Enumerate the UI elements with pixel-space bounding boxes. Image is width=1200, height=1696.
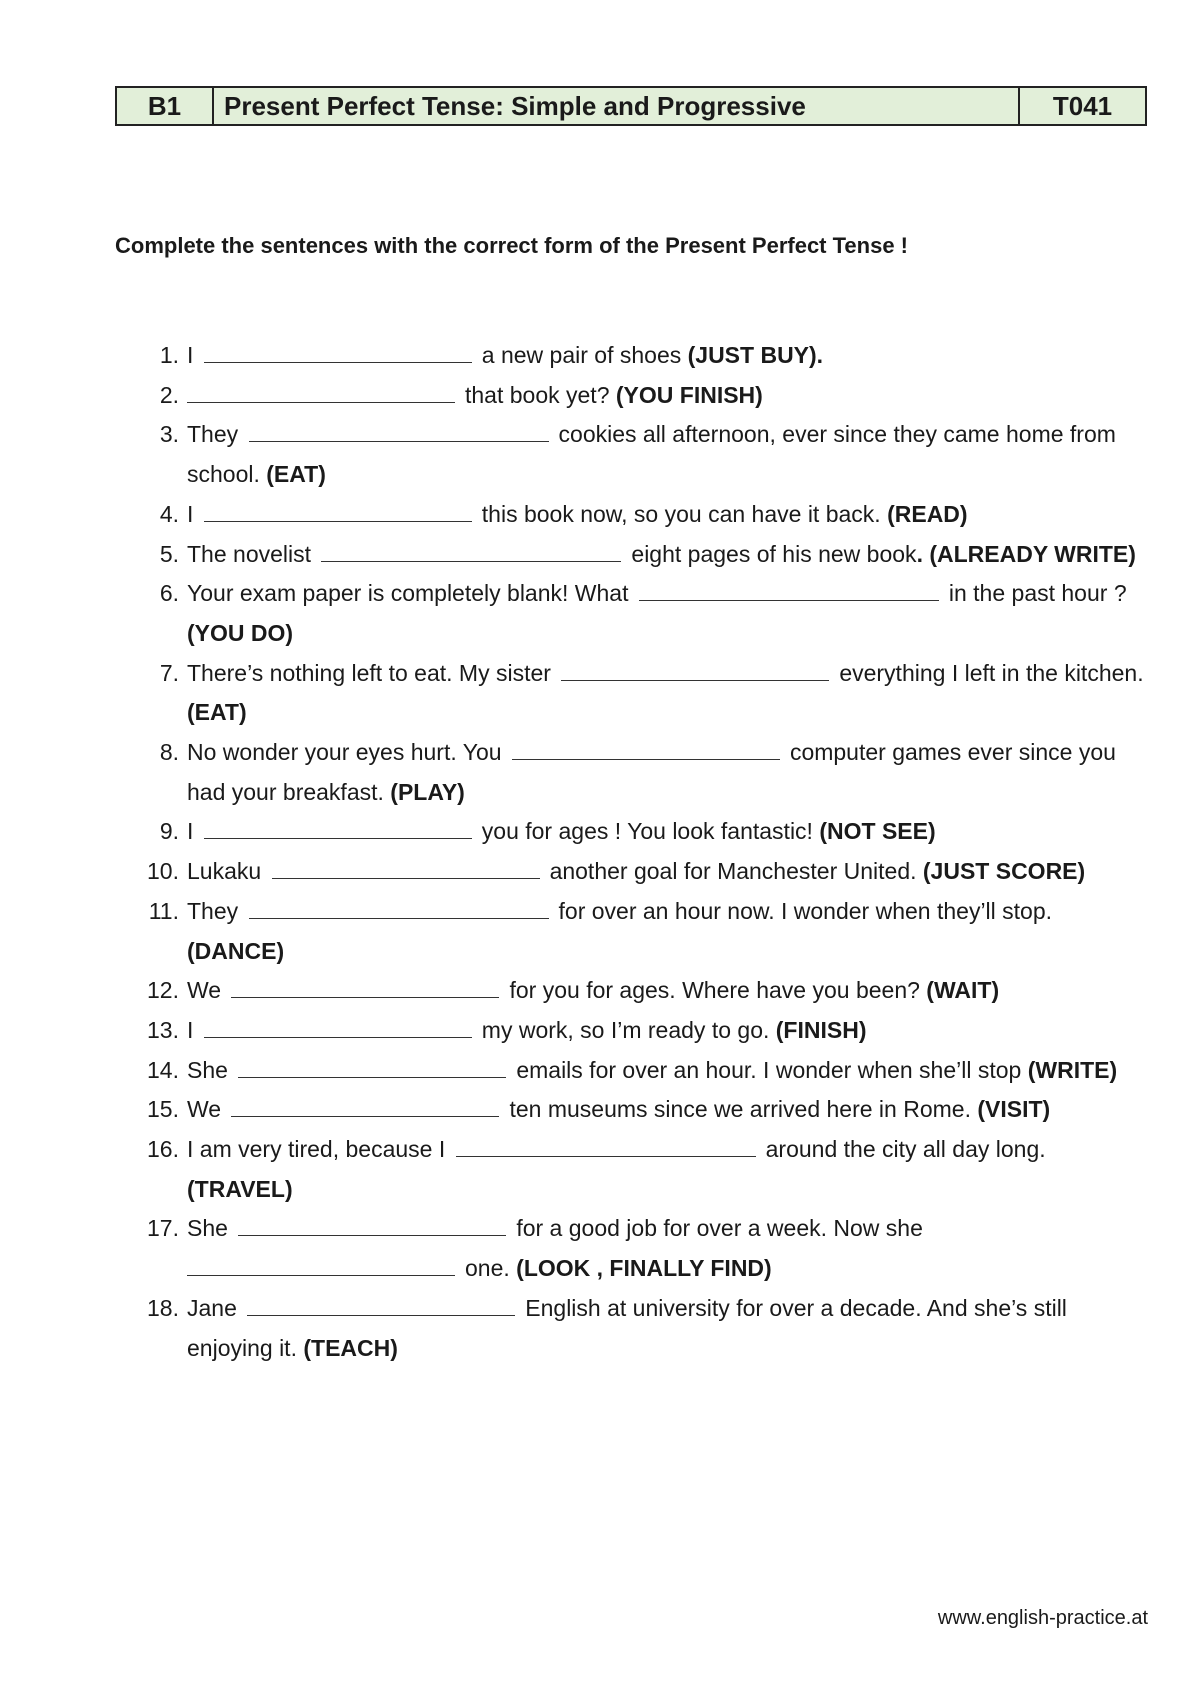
exercise-number: 7.: [159, 659, 179, 686]
sentence-end: for a good job for over a week. Now she: [516, 1215, 923, 1242]
answer-blank[interactable]: [204, 497, 472, 522]
sentence-end: you for ages ! You look fantastic!: [481, 818, 813, 845]
exercise-item: [115, 535, 1155, 575]
sentence-start: There’s nothing left to eat. My sister: [187, 659, 551, 686]
exercise-number: 4.: [159, 500, 179, 527]
answer-blank[interactable]: [204, 814, 472, 839]
sentence-start: We: [187, 977, 222, 1004]
answer-blank[interactable]: [249, 894, 549, 919]
exercise-number: 3.: [159, 421, 179, 448]
verb-hint: (TRAVEL): [187, 1175, 293, 1202]
answer-blank[interactable]: [247, 1291, 515, 1316]
answer-blank[interactable]: [204, 1013, 472, 1038]
sentence-end: cookies all afternoon, ever since they came home from school.: [187, 421, 1116, 488]
verb-hint: (DANCE): [187, 937, 285, 964]
verb-hint: (VISIT): [977, 1096, 1051, 1123]
answer-blank[interactable]: [272, 854, 540, 879]
exercise-item: [115, 1090, 1155, 1130]
sentence-end: another goal for Manchester United.: [549, 858, 917, 885]
footer-url: www.english-practice.at: [937, 1607, 1148, 1629]
sentence-start: Your exam paper is completely blank! What: [187, 580, 629, 607]
sentence-start: They: [187, 421, 239, 448]
exercise-number: 11.: [148, 897, 179, 924]
exercise-number: 5.: [159, 540, 179, 567]
sentence-end: for you for ages. Where have you been?: [509, 977, 920, 1004]
sentence-end: ten museums since we arrived here in Rome.: [509, 1096, 971, 1123]
exercise-item: [115, 1051, 1155, 1091]
sentence-end: in the past hour ?: [948, 580, 1127, 607]
exercise-item: [115, 336, 1155, 376]
sentence-end: my work, so I’m ready to go.: [481, 1016, 770, 1043]
answer-blank[interactable]: [456, 1132, 756, 1157]
sentence-start: I: [187, 818, 194, 845]
sentence-end: English at university for over a decade. And she’s still enjoying it.: [187, 1294, 1067, 1361]
exercise-number: 14.: [147, 1056, 179, 1083]
exercise-item: [115, 415, 1155, 494]
verb-hint: (JUST BUY).: [687, 342, 824, 368]
exercise-list: [115, 336, 1155, 1368]
answer-blank[interactable]: [561, 656, 829, 681]
sentence-start: I am very tired, because I: [187, 1136, 446, 1163]
exercise-item: [115, 654, 1155, 733]
verb-hint: (TEACH): [303, 1334, 398, 1361]
answer-blank[interactable]: [639, 576, 939, 601]
exercise-item: [115, 971, 1155, 1011]
verb-hint: (LOOK , FINALLY FIND): [516, 1255, 772, 1282]
sentence-start: I: [187, 342, 194, 368]
sentence-end: emails for over an hour. I wonder when she’ll stop: [516, 1056, 1022, 1083]
exercise-item: [115, 733, 1155, 812]
sentence-end: for over an hour now. I wonder when they’ll stop.: [558, 897, 1053, 924]
exercise-number: 18.: [147, 1294, 179, 1321]
sentence-start: The novelist: [187, 540, 312, 567]
exercise-number: 12.: [147, 977, 179, 1004]
sentence-start: Lukaku: [187, 858, 262, 885]
answer-blank[interactable]: [231, 1092, 499, 1117]
sentence-start: Jane: [187, 1294, 237, 1321]
verb-hint: . (ALREADY WRITE): [916, 540, 1136, 567]
sentence-end: a new pair of shoes: [481, 342, 682, 368]
exercise-item: [115, 892, 1155, 971]
exercise-number: 2.: [159, 381, 179, 408]
sentence-end-second: one.: [465, 1255, 510, 1282]
exercise-item: [115, 852, 1155, 892]
sentence-end: everything I left in the kitchen.: [839, 659, 1144, 686]
exercise-number: 1.: [159, 342, 179, 368]
exercise-number: 13.: [147, 1016, 179, 1043]
sentence-end: computer games ever since you had your breakfast.: [187, 739, 1116, 805]
worksheet-code: T041: [1019, 87, 1146, 125]
verb-hint: (PLAY): [390, 778, 465, 805]
answer-blank-second[interactable]: [187, 1251, 455, 1276]
answer-blank[interactable]: [238, 1053, 506, 1078]
verb-hint: (YOU FINISH): [615, 381, 763, 408]
exercise-item: [115, 495, 1155, 535]
level-cell: B1: [116, 87, 213, 125]
exercise-item: [115, 574, 1155, 653]
verb-hint: (WAIT): [926, 977, 1000, 1004]
instruction-text: Complete the sentences with the correct form of the Present Perfect Tense !: [115, 233, 909, 258]
sentence-start: We: [187, 1096, 222, 1123]
answer-blank[interactable]: [512, 735, 780, 760]
verb-hint: (YOU DO): [187, 619, 294, 646]
answer-blank[interactable]: [187, 378, 455, 403]
answer-blank[interactable]: [249, 417, 549, 442]
exercise-number: 16.: [147, 1136, 179, 1163]
exercise-number: 8.: [159, 739, 179, 766]
sentence-start: She: [187, 1215, 228, 1242]
exercise-item: [115, 1130, 1155, 1209]
verb-hint: (WRITE): [1027, 1056, 1118, 1083]
sentence-start: No wonder your eyes hurt. You: [187, 739, 502, 766]
exercise-number: 9.: [159, 818, 179, 845]
verb-hint: (FINISH): [775, 1016, 867, 1043]
sentence-start: They: [187, 897, 239, 924]
answer-blank[interactable]: [238, 1211, 506, 1236]
exercise-item: [115, 376, 1155, 416]
exercise-item: [115, 1289, 1155, 1368]
exercise-number: 17.: [147, 1215, 179, 1242]
verb-hint: (NOT SEE): [819, 818, 936, 845]
answer-blank[interactable]: [204, 338, 472, 363]
answer-blank[interactable]: [231, 973, 499, 998]
exercise-item: [115, 1209, 1155, 1288]
verb-hint: (JUST SCORE): [922, 858, 1086, 885]
exercise-number: 15.: [147, 1096, 179, 1123]
exercise-number: 10.: [147, 858, 179, 885]
sentence-start: I: [187, 1016, 194, 1043]
worksheet-header: [115, 86, 1147, 126]
worksheet-title: Present Perfect Tense: Simple and Progressive: [213, 87, 1019, 125]
verb-hint: (EAT): [266, 461, 326, 488]
sentence-end: around the city all day long.: [765, 1136, 1046, 1163]
exercise-item: [115, 1011, 1155, 1051]
sentence-end: that book yet?: [465, 381, 610, 408]
sentence-start: She: [187, 1056, 228, 1083]
verb-hint: (EAT): [187, 699, 247, 726]
sentence-start: I: [187, 500, 194, 527]
verb-hint: (READ): [887, 500, 968, 527]
answer-blank[interactable]: [321, 537, 621, 562]
sentence-end: this book now, so you can have it back.: [481, 500, 881, 527]
sentence-end: eight pages of his new book: [631, 540, 917, 567]
exercise-item: [115, 812, 1155, 852]
exercise-number: 6.: [159, 580, 179, 607]
